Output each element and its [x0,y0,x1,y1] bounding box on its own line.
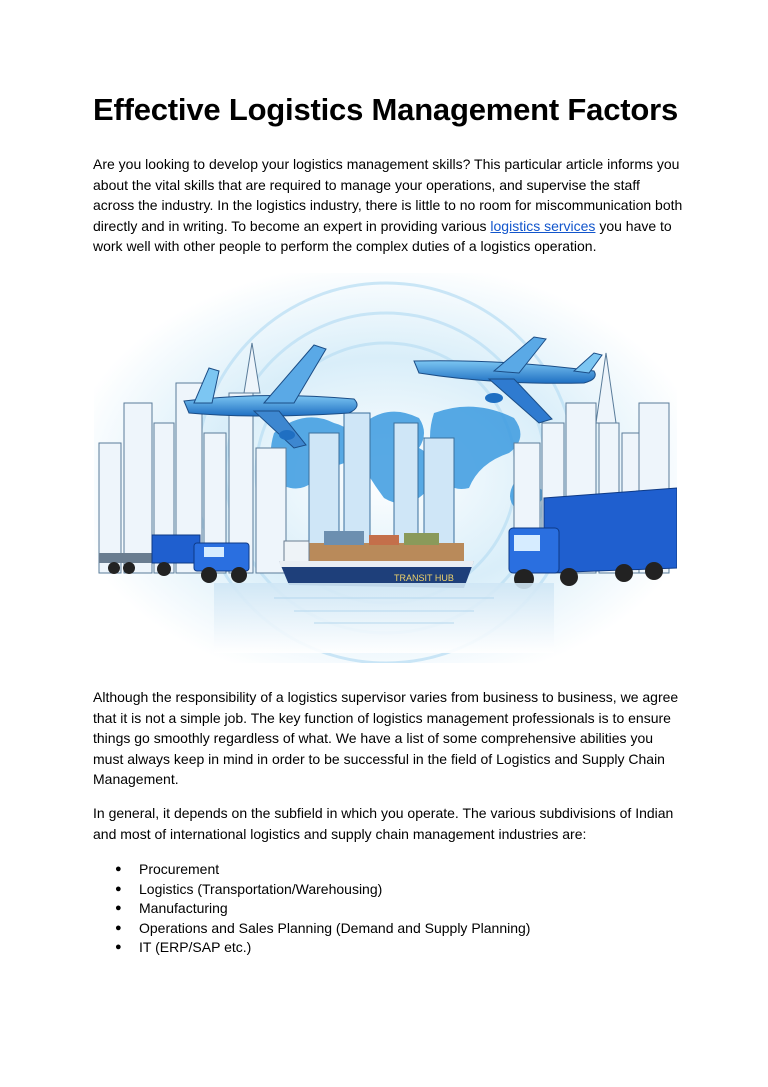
list-item-text: IT (ERP/SAP etc.) [139,939,252,956]
list-item-text: Manufacturing [139,900,228,917]
list-item-text: Procurement [139,861,220,877]
list-item-text: Operations and Sales Planning (Demand and Supply Planning) [139,919,531,936]
bullet-icon: ● [115,882,122,895]
ship-hull-text: TRANSIT HUB [394,573,454,583]
bullet-icon: ● [115,863,122,875]
page-title: Effective Logistics Management Factors [93,92,679,127]
list-item [93,938,530,958]
list-item [93,860,530,880]
bullet-icon: ● [115,941,122,954]
intro-text-start: Are you looking to develop your logistics management skills? This particular article informs you about the vital skills that are required to manage your operations, and supervise the staff across the industry. In the logistics industry, there is little to no room for miscommunication both directly and in writing. To become an expert in providing various [93,156,683,234]
responsibility-paragraph: Although the responsibility of a logistics supervisor varies from business to business, we agree that it is not a simple job. The key function of logistics management professionals is to ensure things go smoothly regardless of what. We have a list of some comprehensive abilities you must always keep in mind in order to be successful in the field of Logistics and Supply Chain Management. [93,689,679,787]
logistics-services-link[interactable]: logistics services [490,217,596,234]
bullet-icon: ● [115,921,122,934]
list-item [93,880,530,900]
subfields-paragraph: In general, it depends on the subfield in which you operate. The various subdivisions of Indian and most of international logistics and supply chain management industries are: [93,805,674,842]
list-item [93,899,530,919]
list-item [93,919,530,939]
bullet-icon: ● [115,902,122,915]
list-item-text: Logistics (Transportation/Warehousing) [139,880,383,897]
intro-text-end: you have to work well with other people to perform the complex duties of a logistics operation. [93,217,672,254]
intro-paragraph [93,154,683,257]
subdivisions-list [93,860,530,958]
logistics-hero-image [94,273,677,663]
